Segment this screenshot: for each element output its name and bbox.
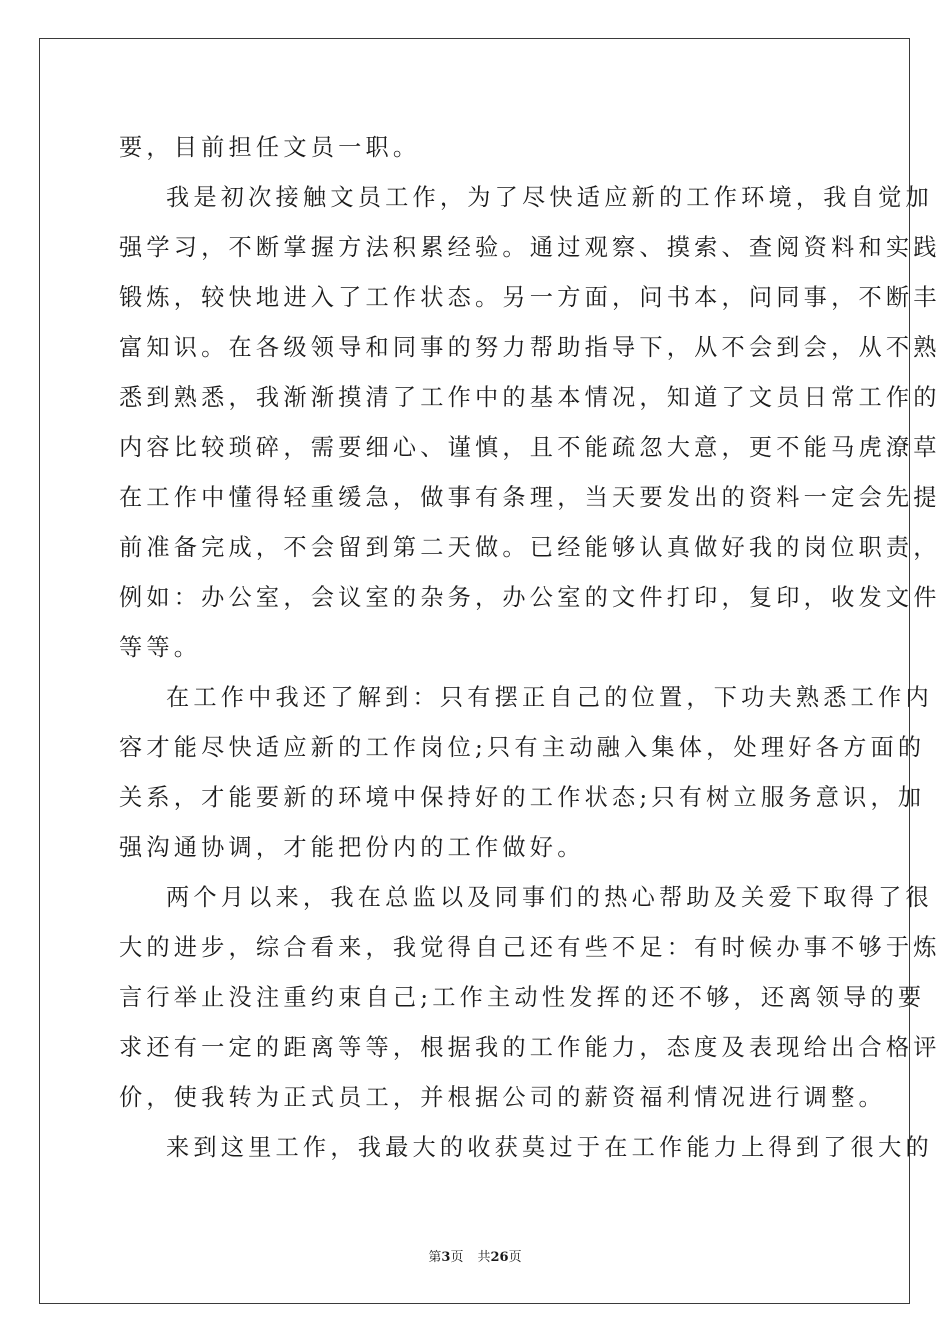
text-line: 前准备完成，不会留到第二天做。已经能够认真做好我的岗位职责， xyxy=(119,534,941,561)
text-line: 强沟通协调，才能把份内的工作做好。 xyxy=(119,834,585,861)
text-line: 等等。 xyxy=(119,634,202,661)
total-label-suffix: 页 xyxy=(508,1250,522,1265)
text-line: 强学习，不断掌握方法积累经验。通过观察、摸索、查阅资料和实践 xyxy=(119,234,941,261)
text-line: 锻炼，较快地进入了工作状态。另一方面，问书本，问同事，不断丰 xyxy=(119,284,941,311)
page-label-prefix: 第 xyxy=(428,1250,442,1265)
text-line: 价，使我转为正式员工，并根据公司的薪资福利情况进行调整。 xyxy=(119,1084,886,1111)
text-line: 求还有一定的距离等等，根据我的工作能力，态度及表现给出合格评 xyxy=(119,1034,941,1061)
text-line: 在工作中我还了解到：只有摆正自己的位置，下功夫熟悉工作内 xyxy=(166,684,933,711)
total-label-prefix: 共 xyxy=(477,1250,491,1265)
text-line: 富知识。在各级领导和同事的努力帮助指导下，从不会到会，从不熟 xyxy=(119,334,941,361)
text-line: 在工作中懂得轻重缓急，做事有条理，当天要发出的资料一定会先提 xyxy=(119,484,941,511)
text-line: 要，目前担任文员一职。 xyxy=(119,134,421,161)
text-line: 我是初次接触文员工作，为了尽快适应新的工作环境，我自觉加 xyxy=(166,184,933,211)
page-footer xyxy=(0,1246,950,1265)
text-line: 例如：办公室，会议室的杂务，办公室的文件打印，复印，收发文件 xyxy=(119,584,941,611)
text-line: 来到这里工作，我最大的收获莫过于在工作能力上得到了很大的 xyxy=(166,1134,933,1161)
text-line: 内容比较琐碎，需要细心、谨慎，且不能疏忽大意，更不能马虎潦草 xyxy=(119,434,941,461)
text-line: 关系，才能要新的环境中保持好的工作状态;只有树立服务意识，加 xyxy=(119,784,926,811)
document-body xyxy=(119,126,941,1176)
text-line: 大的进步，综合看来，我觉得自己还有些不足：有时候办事不够于炼 xyxy=(119,934,941,961)
text-line: 悉到熟悉，我渐渐摸清了工作中的基本情况，知道了文员日常工作的 xyxy=(119,384,941,411)
page-label-suffix: 页 xyxy=(450,1250,464,1265)
text-line: 容才能尽快适应新的工作岗位;只有主动融入集体，处理好各方面的 xyxy=(119,734,926,761)
text-line: 两个月以来，我在总监以及同事们的热心帮助及关爱下取得了很 xyxy=(166,884,933,911)
current-page-number: 3 xyxy=(441,1250,451,1265)
text-line: 言行举止没注重约束自己;工作主动性发挥的还不够，还离领导的要 xyxy=(119,984,926,1011)
total-pages-number: 26 xyxy=(490,1250,509,1265)
